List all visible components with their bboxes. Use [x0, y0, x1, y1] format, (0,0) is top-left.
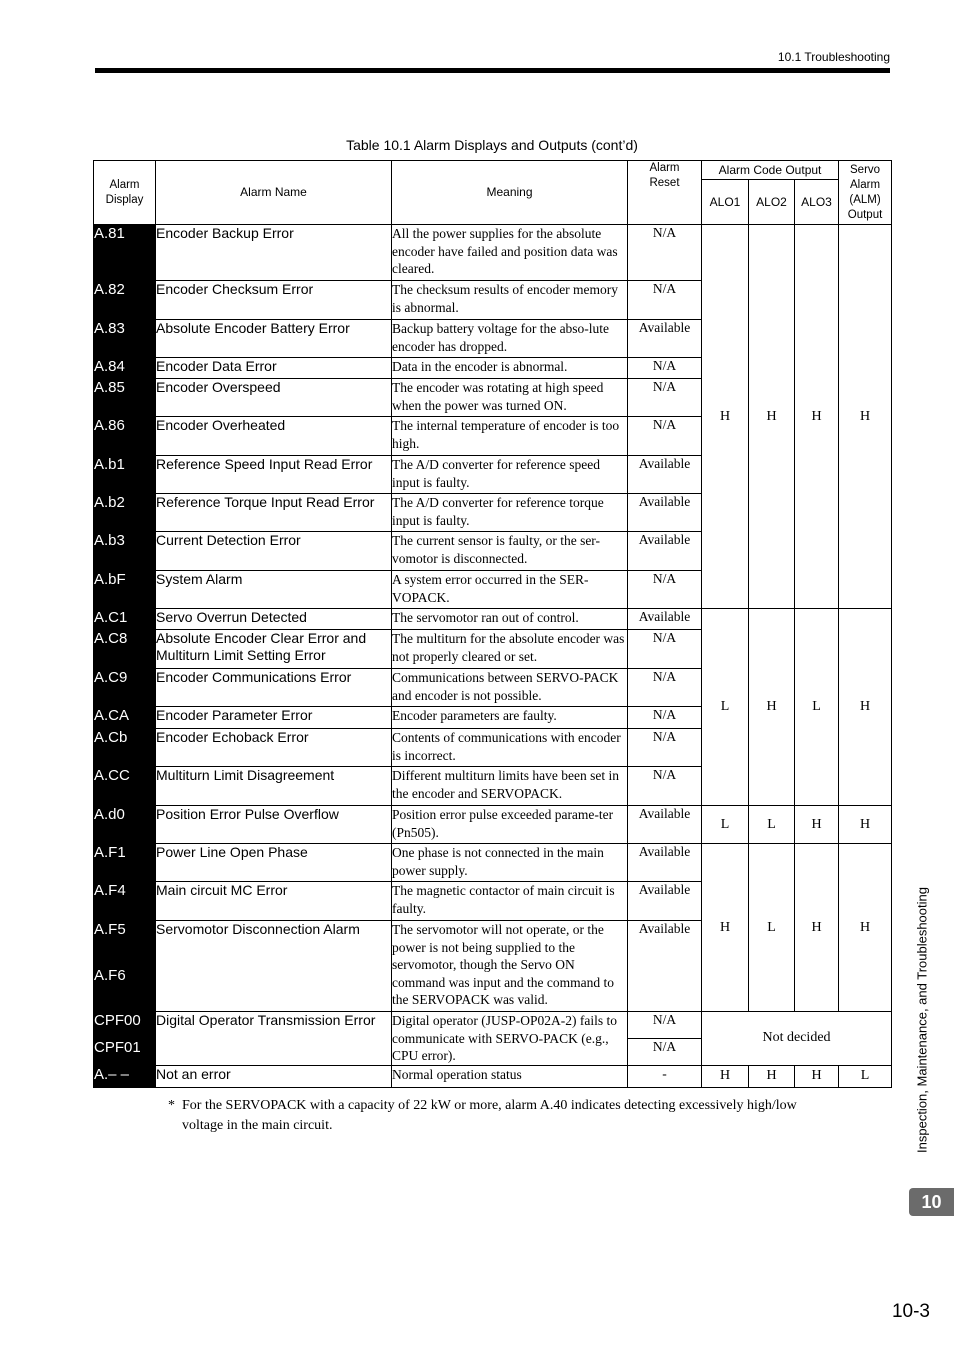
- page-number: 10-3: [891, 1301, 930, 1322]
- alarm-code: A.82: [94, 281, 156, 320]
- alm-output-value: L: [839, 1065, 892, 1087]
- alarm-name: Multiturn Limit Disagreement: [156, 767, 392, 806]
- alarm-code: A.C8: [94, 630, 156, 669]
- alarm-code: CPF01: [94, 1038, 156, 1065]
- alarm-code: A.C1: [94, 609, 156, 630]
- alarm-name: Encoder Data Error: [156, 358, 392, 379]
- header-rule: [95, 68, 890, 73]
- alarm-meaning: Position error pulse exceeded parame-ter (Pn505).: [392, 806, 628, 844]
- alarm-code: A.Cb: [94, 729, 156, 767]
- alarm-reset: Available: [628, 806, 702, 844]
- alarm-meaning: The multiturn for the absolute encoder was not properly cleared or set.: [392, 630, 628, 669]
- alarm-meaning: The A/D converter for reference torque input is faulty.: [392, 494, 628, 532]
- alarm-code: CPF00: [94, 1012, 156, 1039]
- alarm-name: Reference Torque Input Read Error: [156, 494, 392, 532]
- alarm-code: A.F5: [94, 921, 156, 967]
- alo2-value: H: [749, 609, 795, 806]
- alo2-value: L: [749, 844, 795, 1012]
- alarm-code: A.– –: [94, 1065, 156, 1087]
- alarm-meaning: Contents of communications with encoder is incorrect.: [392, 729, 628, 767]
- alarm-name: Encoder Parameter Error: [156, 707, 392, 729]
- col-meaning: Meaning: [392, 161, 628, 225]
- alm-output-value: H: [839, 806, 892, 844]
- alarm-name: Encoder Overheated: [156, 417, 392, 456]
- alarm-reset: N/A: [628, 767, 702, 806]
- alarm-meaning: The encoder was rotating at high speed when the power was turned ON.: [392, 379, 628, 417]
- col-alarm-reset: Alarm Reset: [628, 161, 702, 225]
- table-row: [94, 844, 892, 882]
- alarm-code: A.bF: [94, 571, 156, 609]
- alarm-code: A.CC: [94, 767, 156, 806]
- alarm-meaning: The internal temperature of encoder is too high.: [392, 417, 628, 456]
- alarm-name: Absolute Encoder Clear Error and Multiturn Limit Setting Error: [156, 630, 392, 669]
- alarm-name: System Alarm: [156, 571, 392, 609]
- table-row: [94, 1012, 892, 1039]
- alarm-name: Current Detection Error: [156, 532, 392, 571]
- alarm-meaning: The magnetic contactor of main circuit is faulty.: [392, 882, 628, 921]
- alarm-reset: N/A: [628, 669, 702, 707]
- col-servo-alarm-output: Servo Alarm (ALM) Output: [839, 161, 892, 225]
- alarm-meaning: The servomotor ran out of control.: [392, 609, 628, 630]
- table-row: [94, 609, 892, 630]
- alarm-code: A.F4: [94, 882, 156, 921]
- alarm-meaning: The A/D converter for reference speed input is faulty.: [392, 456, 628, 494]
- alarm-name: Reference Speed Input Read Error: [156, 456, 392, 494]
- alarm-code: A.84: [94, 358, 156, 379]
- alarm-meaning: Normal operation status: [392, 1065, 628, 1087]
- chapter-tab: 10: [909, 1188, 954, 1216]
- alarm-reset: N/A: [628, 1038, 702, 1065]
- alarm-reset: N/A: [628, 729, 702, 767]
- alarm-reset: N/A: [628, 707, 702, 729]
- table-row: [94, 1065, 892, 1087]
- alo1-value: H: [702, 844, 749, 1012]
- alarm-name: Absolute Encoder Battery Error: [156, 320, 392, 358]
- footnote: [168, 1096, 808, 1136]
- alarm-name: Position Error Pulse Overflow: [156, 806, 392, 844]
- alarm-code: A.81: [94, 225, 156, 281]
- alarm-reset: N/A: [628, 1012, 702, 1039]
- alarm-reset: -: [628, 1065, 702, 1087]
- alarm-reset: Available: [628, 456, 702, 494]
- alarm-name: Encoder Communications Error: [156, 669, 392, 707]
- alo1-value: L: [702, 806, 749, 844]
- alarm-name: Digital Operator Transmission Error: [156, 1012, 392, 1066]
- alarm-table: [93, 160, 892, 1088]
- alo1-value: H: [702, 225, 749, 609]
- alarm-reset: Available: [628, 609, 702, 630]
- alarm-code: A.F6: [94, 967, 156, 1012]
- alarm-name: Encoder Overspeed: [156, 379, 392, 417]
- alarm-reset: N/A: [628, 379, 702, 417]
- alarm-code: A.CA: [94, 707, 156, 729]
- alo2-value: H: [749, 225, 795, 609]
- alarm-code: A.86: [94, 417, 156, 456]
- alarm-meaning: Digital operator (JUSP-OP02A-2) fails to communicate with SERVO-PACK (e.g., CPU error).: [392, 1012, 628, 1066]
- col-alarm-name: Alarm Name: [156, 161, 392, 225]
- alarm-reset: Available: [628, 882, 702, 921]
- table-row: [94, 225, 892, 281]
- alarm-name: Servo Overrun Detected: [156, 609, 392, 630]
- not-decided-cell: Not decided: [702, 1012, 892, 1066]
- alarm-reset: Available: [628, 921, 702, 1012]
- alarm-meaning: All the power supplies for the absolute encoder have failed and position data was cleared.: [392, 225, 628, 281]
- alarm-name: Main circuit MC Error: [156, 882, 392, 921]
- alarm-meaning: The servomotor will not operate, or the power is not being supplied to the servomotor, though the Servo ON command was input and the command to the SERVOPACK was valid.: [392, 921, 628, 1012]
- alarm-code: A.C9: [94, 669, 156, 707]
- alarm-meaning: Different multiturn limits have been set in the encoder and SERVOPACK.: [392, 767, 628, 806]
- alo3-value: H: [795, 806, 839, 844]
- footnote-text: For the SERVOPACK with a capacity of 22 kW or more, alarm A.40 indicates detecting excessively high/low voltage in the main circuit.: [182, 1098, 797, 1133]
- alarm-reset: N/A: [628, 225, 702, 281]
- alo2-value: L: [749, 806, 795, 844]
- alarm-meaning: Backup battery voltage for the abso-lute encoder has dropped.: [392, 320, 628, 358]
- section-header: 10.1 Troubleshooting: [777, 50, 890, 64]
- alo3-value: L: [795, 609, 839, 806]
- alarm-name: Encoder Echoback Error: [156, 729, 392, 767]
- alo3-value: H: [795, 225, 839, 609]
- alarm-meaning: The current sensor is faulty, or the ser-vomotor is disconnected.: [392, 532, 628, 571]
- alarm-code: A.85: [94, 379, 156, 417]
- col-alarm-code-output: Alarm Code Output: [702, 161, 839, 180]
- footnote-mark: *: [168, 1098, 175, 1113]
- col-alarm-display: Alarm Display: [94, 161, 156, 225]
- alarm-code: A.d0: [94, 806, 156, 844]
- alarm-meaning: One phase is not connected in the main power supply.: [392, 844, 628, 882]
- alarm-code: A.F1: [94, 844, 156, 882]
- col-alo2: ALO2: [749, 180, 795, 225]
- alarm-meaning: The checksum results of encoder memory is abnormal.: [392, 281, 628, 320]
- alarm-meaning: Encoder parameters are faulty.: [392, 707, 628, 729]
- alm-output-value: H: [839, 225, 892, 609]
- alarm-code: A.b1: [94, 456, 156, 494]
- col-alo3: ALO3: [795, 180, 839, 225]
- alarm-reset: Available: [628, 532, 702, 571]
- alarm-code: A.b2: [94, 494, 156, 532]
- alarm-meaning: Communications between SERVO-PACK and encoder is not possible.: [392, 669, 628, 707]
- alarm-name: Power Line Open Phase: [156, 844, 392, 882]
- alo2-value: H: [749, 1065, 795, 1087]
- alarm-meaning: A system error occurred in the SER-VOPACK.: [392, 571, 628, 609]
- alm-output-value: H: [839, 609, 892, 806]
- alarm-reset: N/A: [628, 571, 702, 609]
- alo1-value: L: [702, 609, 749, 806]
- alarm-name: Not an error: [156, 1065, 392, 1087]
- table-row: [94, 806, 892, 844]
- alarm-reset: N/A: [628, 417, 702, 456]
- alm-output-value: H: [839, 844, 892, 1012]
- alo3-value: H: [795, 1065, 839, 1087]
- alarm-reset: N/A: [628, 630, 702, 669]
- alo3-value: H: [795, 844, 839, 1012]
- alarm-reset: N/A: [628, 358, 702, 379]
- alarm-name: Encoder Backup Error: [156, 225, 392, 281]
- alarm-reset: Available: [628, 320, 702, 358]
- alarm-reset: N/A: [628, 281, 702, 320]
- alarm-name: Encoder Checksum Error: [156, 281, 392, 320]
- table-caption: Table 10.1 Alarm Displays and Outputs (cont’d): [346, 137, 638, 153]
- chapter-side-label: Inspection, Maintenance, and Troubleshooting: [914, 887, 930, 1153]
- alarm-reset: Available: [628, 494, 702, 532]
- col-alo1: ALO1: [702, 180, 749, 225]
- alarm-code: A.b3: [94, 532, 156, 571]
- alarm-code: A.83: [94, 320, 156, 358]
- alarm-name: Servomotor Disconnection Alarm: [156, 921, 392, 1012]
- alarm-meaning: Data in the encoder is abnormal.: [392, 358, 628, 379]
- alo1-value: H: [702, 1065, 749, 1087]
- alarm-reset: Available: [628, 844, 702, 882]
